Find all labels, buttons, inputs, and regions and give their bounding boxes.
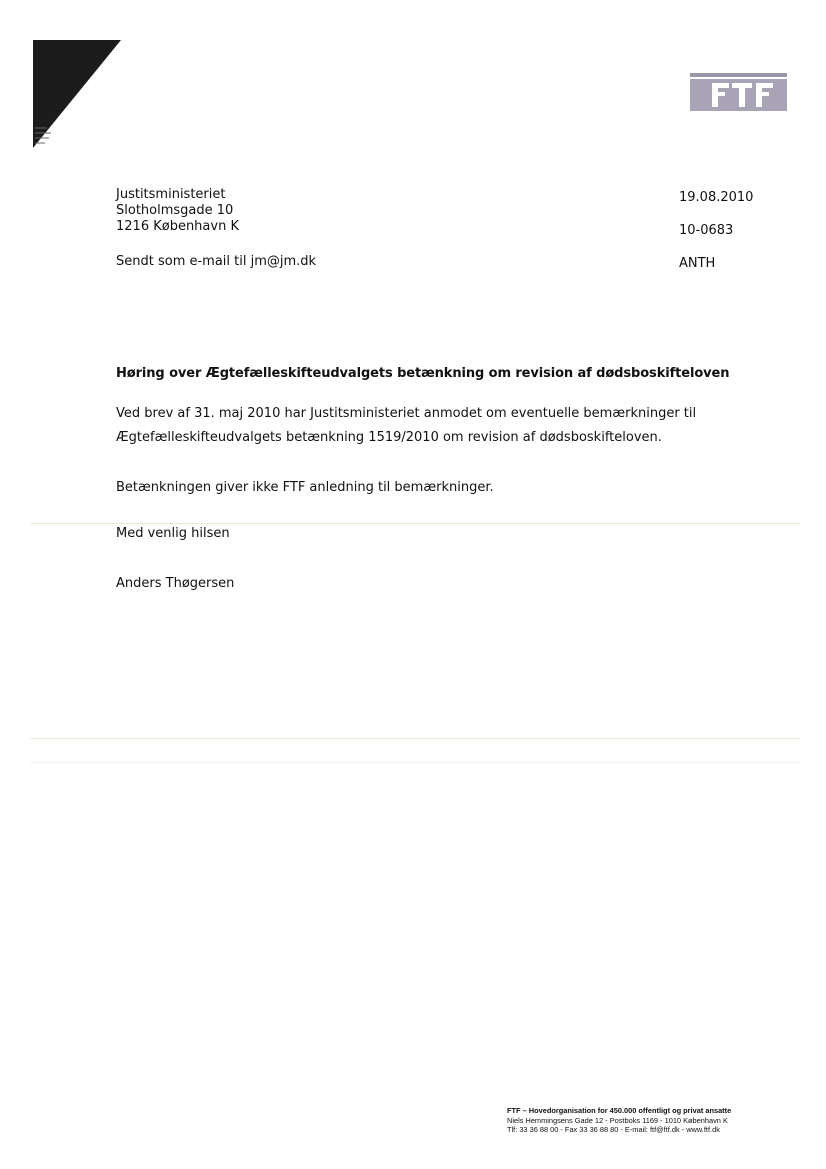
letter-subject: Høring over Ægtefælleskifteudvalgets betænkning om revision af dødsboskifteloven [116,366,730,381]
recipient-street: Slotholmsgade 10 [116,203,234,218]
author-initials: ANTH [679,256,716,271]
closing-greeting: Med venlig hilsen [116,526,230,541]
footer-contact: Tlf: 33 36 88 00 - Fax 33 36 88 80 - E-mail: ftf@ftf.dk - www.ftf.dk [507,1125,720,1134]
letterhead-footer [507,1106,731,1135]
recipient-name: Justitsministeriet [116,187,226,202]
footer-address: Niels Hemmingsens Gade 12 - Postboks 1169 - 1010 København K [507,1115,728,1125]
sent-via-note: Sendt som e-mail til jm@jm.dk [116,254,317,269]
body-paragraph-1-line-2: Ægtefælleskifteudvalgets betænkning 1519/2010 om revision af dødsboskifteloven. [116,430,662,445]
letter-date: 19.08.2010 [679,190,754,205]
body-paragraph-1 [116,402,716,450]
footer-organisation: FTF – Hovedorganisation for 450.000 offentligt og privat ansatte [507,1106,732,1115]
body-paragraph-2: Betænkningen giver ikke FTF anledning til bemærkninger. [116,480,494,495]
corner-fold-mark [33,40,123,150]
reference-number: 10-0683 [679,223,734,238]
recipient-address [116,187,239,235]
body-paragraph-1-line-1: Ved brev af 31. maj 2010 har Justitsministeriet anmodet om eventuelle bemærkninger til [116,406,697,421]
signature-name: Anders Thøgersen [116,576,235,591]
scan-artifact-line [30,762,800,763]
ftf-logo [690,73,787,111]
scan-artifact-line [30,738,800,739]
scan-artifact-line [30,523,800,524]
recipient-city: 1216 København K [116,219,239,234]
